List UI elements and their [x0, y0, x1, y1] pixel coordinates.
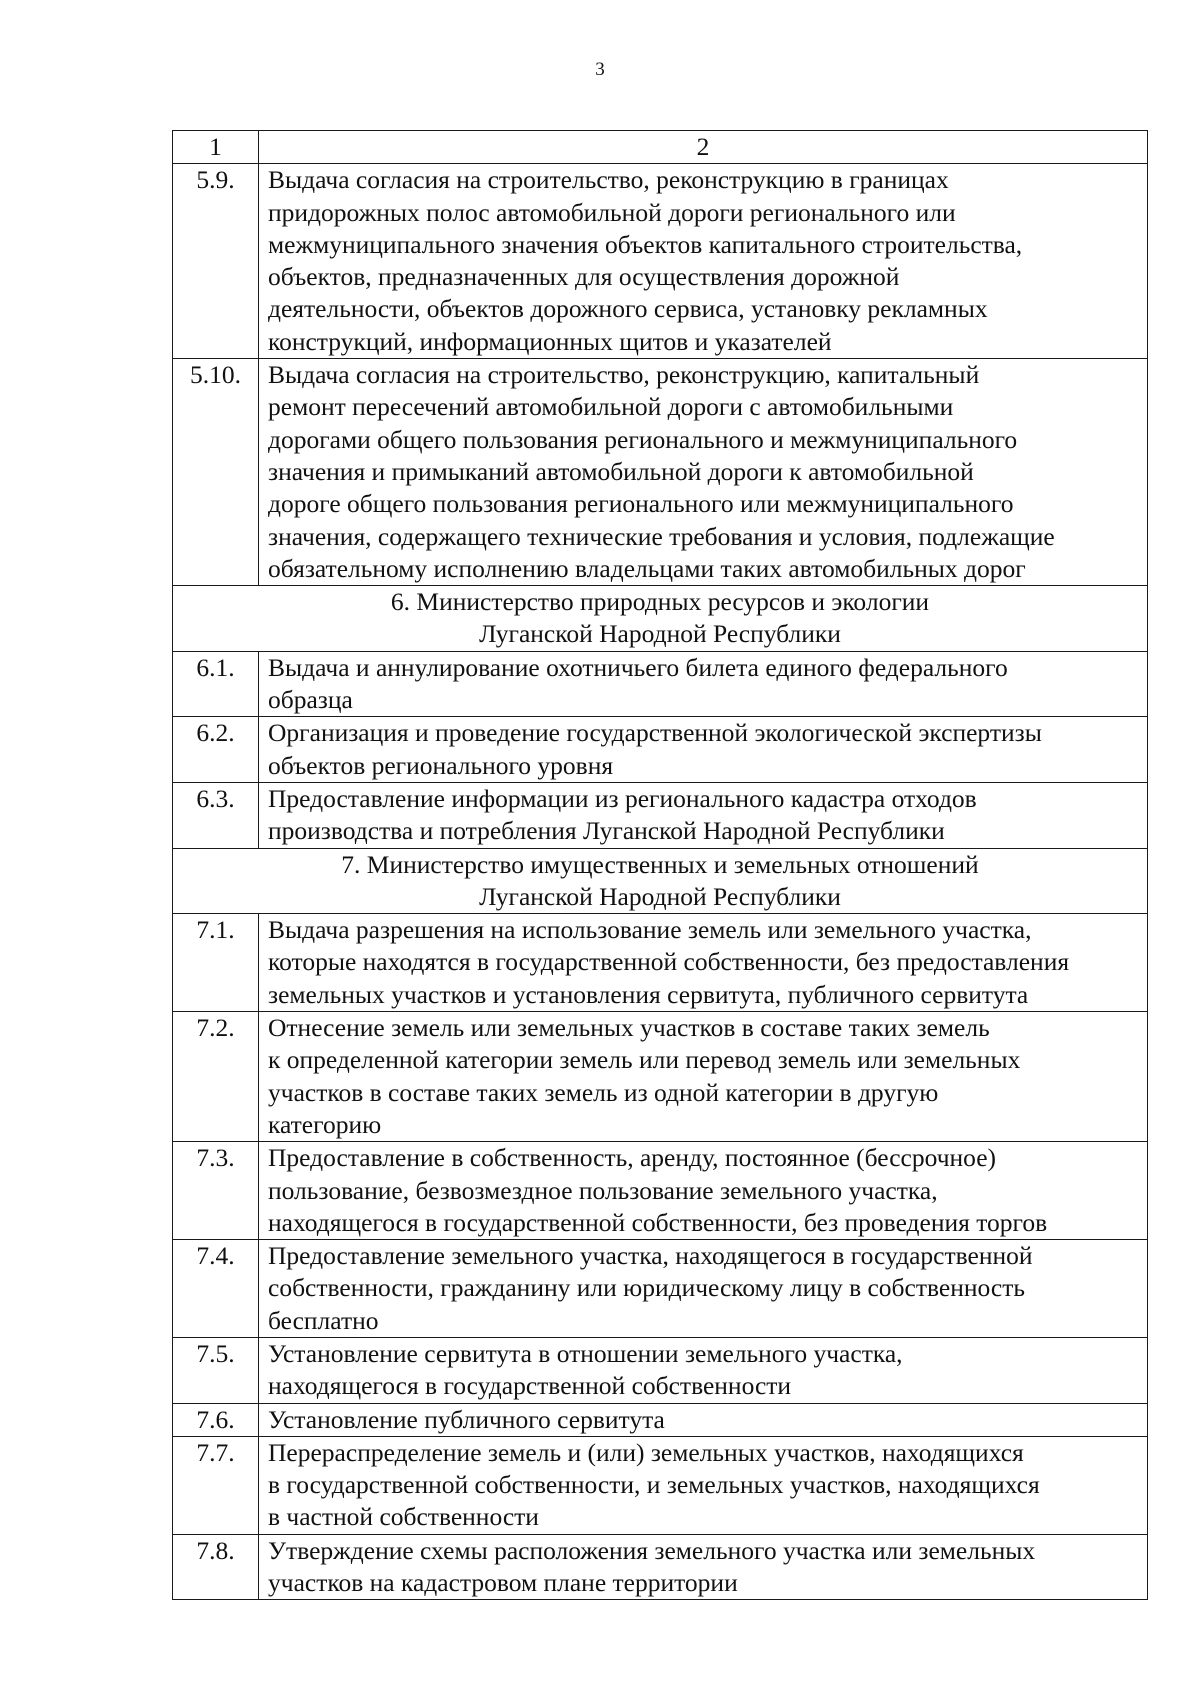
item-number: 7.3. [173, 1142, 259, 1240]
table-row [173, 1403, 1148, 1436]
table-row [173, 651, 1148, 717]
item-description-line: категорию [268, 1109, 382, 1139]
table-row [173, 1436, 1148, 1534]
table-row [173, 1240, 1148, 1338]
table-row [173, 359, 1148, 586]
item-description-line: Предоставление в собственность, аренду, постоянное (бессрочное) [268, 1143, 997, 1173]
item-number: 6.3. [173, 782, 259, 848]
item-description-line: находящегося в государственной собственности [268, 1371, 792, 1401]
item-description-line: в частной собственности [268, 1502, 539, 1532]
item-description-line: объектов регионального уровня [268, 750, 614, 780]
item-description-line: Отнесение земель или земельных участков в составе таких земель [268, 1013, 990, 1043]
section-heading-row [173, 848, 1148, 914]
item-number: 5.9. [173, 164, 259, 359]
item-description-line: Перераспределение земель и (или) земельных участков, находящихся [268, 1437, 1024, 1467]
table-row [173, 1534, 1148, 1600]
item-description-line: Организация и проведение государственной экологической экспертизы [268, 718, 1042, 748]
section-heading [173, 586, 1148, 652]
item-description [259, 914, 1148, 1012]
item-description [259, 1337, 1148, 1403]
item-description-line: обязательному исполнению владельцами таких автомобильных дорог [268, 553, 1026, 583]
item-description-line: земельных участков и установления сервитута, публичного сервитута [268, 979, 1029, 1009]
item-description-line: которые находятся в государственной собственности, без предоставления [268, 947, 1070, 977]
item-description [259, 651, 1148, 717]
item-description-line: конструкций, информационных щитов и указателей [268, 326, 832, 356]
table-row [173, 782, 1148, 848]
item-description-line: собственности, гражданину или юридическому лицу в собственность [268, 1273, 1025, 1303]
item-description-line: придорожных полос автомобильной дороги регионального или [268, 197, 956, 227]
item-number: 5.10. [173, 359, 259, 586]
section-heading-line: Луганской Народной Республики [479, 881, 841, 911]
section-heading-line: 6. Министерство природных ресурсов и экологии [390, 587, 930, 617]
item-number: 6.1. [173, 651, 259, 717]
item-description [259, 1012, 1148, 1142]
item-description-line: Утверждение схемы расположения земельного участка или земельных [268, 1535, 1036, 1565]
item-number: 7.2. [173, 1012, 259, 1142]
item-description-line: Выдача и аннулирование охотничьего билета единого федерального [268, 652, 1008, 682]
item-description-line: находящегося в государственной собственности, без проведения торгов [268, 1207, 1048, 1237]
item-description-line: Выдача разрешения на использование земель или земельного участка, [268, 915, 1032, 945]
section-heading [173, 848, 1148, 914]
item-description-line: Выдача согласия на строительство, реконструкцию, капитальный [268, 360, 980, 390]
item-description [259, 359, 1148, 586]
item-description-line: значения и примыканий автомобильной дороги к автомобильной [268, 456, 974, 486]
item-description-line: Установление публичного сервитута [268, 1404, 665, 1434]
table-row [173, 1337, 1148, 1403]
item-description-line: участков в составе таких земель из одной категории в другую [268, 1077, 939, 1107]
item-number: 7.6. [173, 1403, 259, 1436]
page-number: 3 [595, 59, 605, 80]
item-description [259, 164, 1148, 359]
services-table [172, 130, 1148, 1600]
item-description-line: значения, содержащего технические требования и условия, подлежащие [268, 521, 1055, 551]
item-description-line: Установление сервитута в отношении земельного участка, [268, 1338, 903, 1368]
item-number: 7.4. [173, 1240, 259, 1338]
table-row [173, 1142, 1148, 1240]
item-description-line: производства и потребления Луганской Народной Республики [268, 816, 945, 846]
item-description-line: объектов, предназначенных для осуществления дорожной [268, 262, 900, 292]
item-description-line: дороге общего пользования регионального или межмуниципального [268, 489, 1014, 519]
table-row [173, 1012, 1148, 1142]
item-description [259, 717, 1148, 783]
table-row [173, 914, 1148, 1012]
item-number: 7.8. [173, 1534, 259, 1600]
item-description [259, 782, 1148, 848]
item-description [259, 1240, 1148, 1338]
item-description-line: бесплатно [268, 1305, 379, 1335]
header-col-2: 2 [259, 131, 1148, 164]
item-number: 6.2. [173, 717, 259, 783]
item-description [259, 1534, 1148, 1600]
item-number: 7.5. [173, 1337, 259, 1403]
item-description-line: Выдача согласия на строительство, реконструкцию в границах [268, 165, 949, 195]
section-heading-row [173, 586, 1148, 652]
item-description-line: Предоставление земельного участка, находящегося в государственной [268, 1241, 1033, 1271]
item-description-line: участков на кадастровом плане территории [268, 1568, 738, 1598]
item-description-line: в государственной собственности, и земельных участков, находящихся [268, 1470, 1040, 1500]
item-description-line: ремонт пересечений автомобильной дороги с автомобильными [268, 392, 954, 422]
item-description-line: межмуниципального значения объектов капитального строительства, [268, 229, 1023, 259]
item-description [259, 1142, 1148, 1240]
section-heading-line: 7. Министерство имущественных и земельных отношений [341, 849, 979, 879]
header-col-1: 1 [173, 131, 259, 164]
section-heading-line: Луганской Народной Республики [479, 619, 841, 649]
item-description-line: деятельности, объектов дорожного сервиса, установку рекламных [268, 294, 988, 324]
item-number: 7.7. [173, 1436, 259, 1534]
item-description-line: к определенной категории земель или перевод земель или земельных [268, 1045, 1021, 1075]
table-row [173, 164, 1148, 359]
item-description [259, 1436, 1148, 1534]
table-header-row [173, 131, 1148, 164]
item-description-line: Предоставление информации из регионального кадастра отходов [268, 783, 977, 813]
item-number: 7.1. [173, 914, 259, 1012]
item-description-line: пользование, безвозмездное пользование земельного участка, [268, 1175, 938, 1205]
item-description-line: дорогами общего пользования регионального и межмуниципального [268, 424, 1018, 454]
table-row [173, 717, 1148, 783]
item-description [259, 1403, 1148, 1436]
item-description-line: образца [268, 685, 353, 715]
